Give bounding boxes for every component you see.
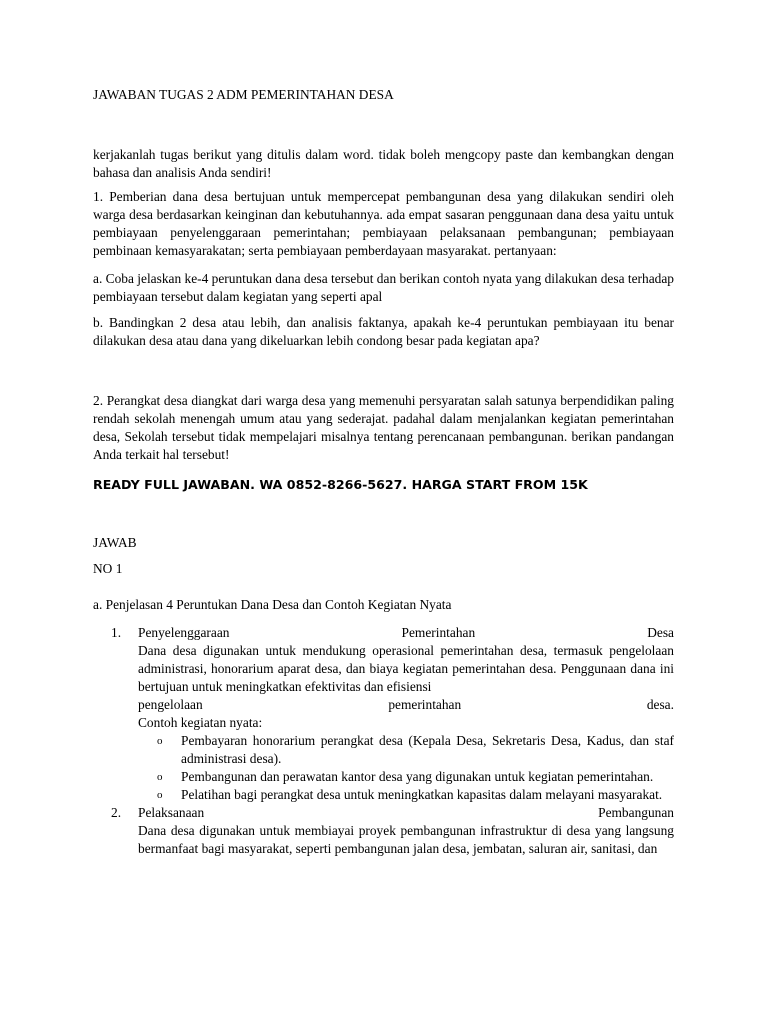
list-item-heading xyxy=(138,804,674,822)
body-word: pengelolaan xyxy=(138,697,203,712)
heading-word: Desa xyxy=(647,625,674,640)
heading-word: Penyelenggaraan xyxy=(138,625,230,640)
assignment-instruction: kerjakanlah tugas berikut yang ditulis dalam word. tidak boleh mengcopy paste dan kembangkan dengan bahasa dan analisis Anda sendiri! xyxy=(93,147,674,180)
list-item-number: 2. xyxy=(111,805,122,820)
list-item xyxy=(157,786,674,804)
list-item-body: Dana desa digunakan untuk membiayai proyek pembangunan infrastruktur di desa yang langsung bermanfaat bagi masyarakat, seperti pembangunan jalan desa, jembatan, saluran air, sanitasi, dan xyxy=(138,823,674,856)
list-item-body: Dana desa digunakan untuk mendukung operasional pemerintahan desa, termasuk pengelolaan administrasi, honorarium aparat desa, dan biaya kegiatan pemerintahan desa. Penggunaan dana ini bertujuan untuk meningkatkan efektivitas dan efisiensi xyxy=(138,643,674,694)
example-text: Pelatihan bagi perangkat desa untuk meningkatkan kapasitas dalam melayani masyarakat. xyxy=(181,787,663,802)
answer-heading: JAWAB xyxy=(93,535,137,550)
question-1a: a. Coba jelaskan ke-4 peruntukan dana desa tersebut dan berikan contoh nyata yang dilakukan desa terhadap pembiayaan tersebut dalam kegiatan yang seperti apal xyxy=(93,271,674,304)
heading-word: Pelaksanaan xyxy=(138,805,205,820)
heading-word: Pembangunan xyxy=(598,805,674,820)
question-1: 1. Pemberian dana desa bertujuan untuk mempercepat pembangunan desa yang dilakukan sendiri oleh warga desa berdasarkan keinginan dan kebutuhannya. ada empat sasaran penggunaan dana desa yaitu untuk pembiayaan penyelenggaraan pemerintahan; pembiayaan pelaksanaan pembangunan; pembiayaan pembinaan kemasyarakatan; serta pembiayaan pemberdayaan masyarakat. pertanyaan: xyxy=(93,189,674,258)
list-item-body-last-line xyxy=(138,696,674,714)
promo-banner: READY FULL JAWABAN. WA 0852-8266-5627. HARGA START FROM 15K xyxy=(93,477,588,492)
allocation-list xyxy=(93,624,674,858)
list-item xyxy=(157,732,674,768)
list-item xyxy=(157,768,674,786)
list-item-number: 1. xyxy=(111,625,122,640)
answer-subheading: a. Penjelasan 4 Peruntukan Dana Desa dan Contoh Kegiatan Nyata xyxy=(93,597,452,612)
question-1b: b. Bandingkan 2 desa atau lebih, dan analisis faktanya, apakah ke-4 peruntukan pembiayaan itu benar dilakukan desa atau dana yang dikeluarkan lebih condong besar pada kegiatan apa? xyxy=(93,315,674,348)
example-label: Contoh kegiatan nyata: xyxy=(138,715,263,730)
example-list xyxy=(138,732,674,804)
bullet-marker: o xyxy=(157,789,163,801)
body-word: desa. xyxy=(646,697,674,712)
document-title: JAWABAN TUGAS 2 ADM PEMERINTAHAN DESA xyxy=(93,87,394,102)
question-2: 2. Perangkat desa diangkat dari warga desa yang memenuhi persyaratan salah satunya berpendidikan paling rendah sekolah menengah umum atau yang sederajat. padahal dalam menjalankan kegiatan pemerintahan desa, Sekolah tersebut tidak mempelajari misalnya tentang perencanaan pembangunan. berikan pandangan Anda terkait hal tersebut! xyxy=(93,393,674,462)
body-word: pemerintahan xyxy=(388,697,462,712)
bullet-marker: o xyxy=(157,771,163,783)
heading-word: Pemerintahan xyxy=(401,625,476,640)
list-item-heading xyxy=(138,624,674,642)
example-text: Pembayaran honorarium perangkat desa (Kepala Desa, Sekretaris Desa, Kadus, dan staf administrasi desa). xyxy=(181,733,674,766)
list-item xyxy=(111,624,674,804)
example-text: Pembangunan dan perawatan kantor desa yang digunakan untuk kegiatan pemerintahan. xyxy=(181,769,654,784)
answer-number-heading: NO 1 xyxy=(93,561,123,576)
list-item xyxy=(111,804,674,858)
bullet-marker: o xyxy=(157,735,163,747)
document-page xyxy=(93,86,674,858)
